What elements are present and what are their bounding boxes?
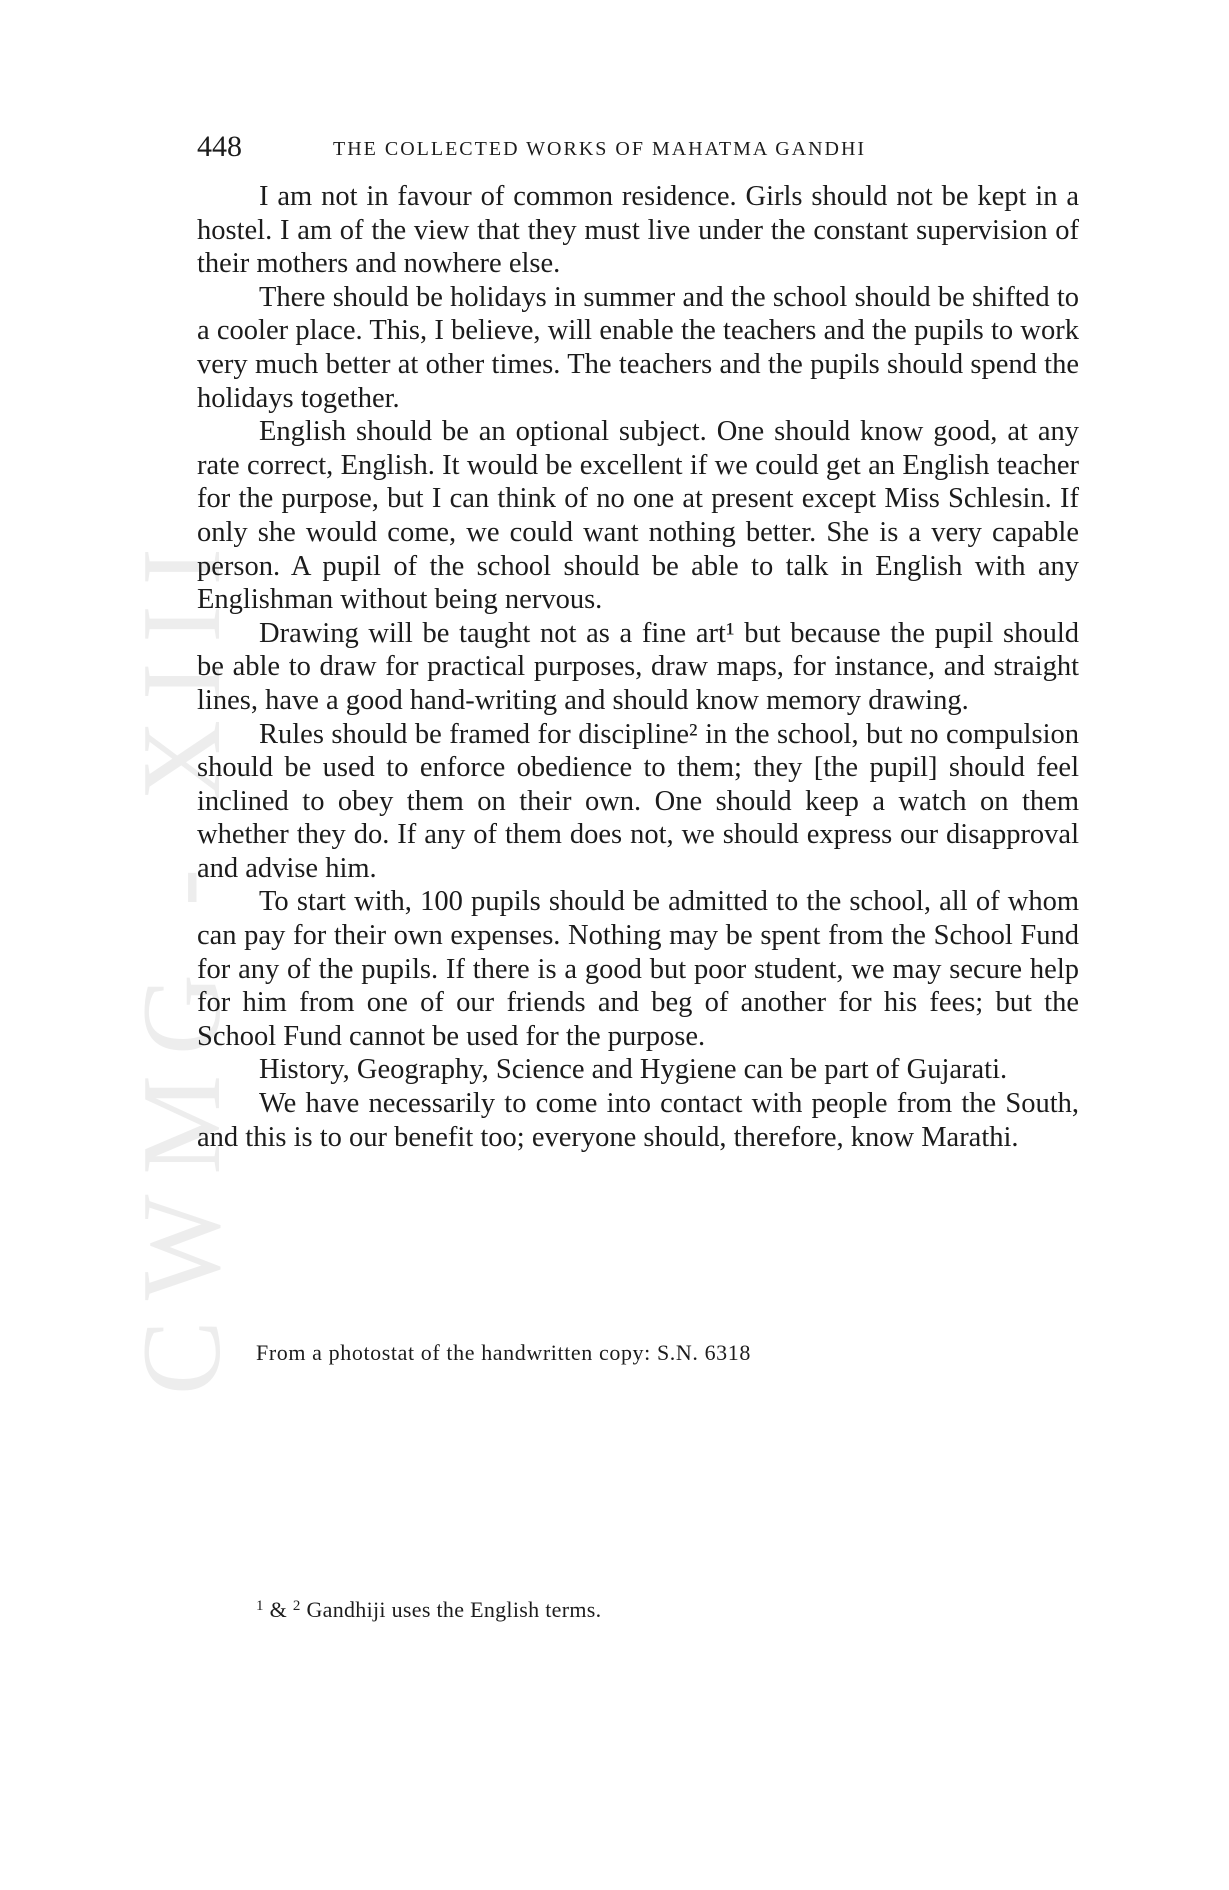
footnote <box>256 1597 601 1623</box>
body-text <box>197 180 1079 1154</box>
footnote-marker: 1 <box>256 1598 264 1614</box>
running-head: THE COLLECTED WORKS OF MAHATMA GANDHI <box>333 138 867 160</box>
footnote-connector: & <box>263 1597 293 1622</box>
paragraph: There should be holidays in summer and the school should be shifted to a cooler place. This, I believe, will enable the teachers and the pupils to work very much better at other times. The teachers and the pupils should spend the holidays together. <box>197 281 1079 414</box>
paragraph: I am not in favour of common residence. Girls should not be kept in a hostel. I am of the view that they must live under the constant supervision of their mothers and nowhere else. <box>197 181 1079 280</box>
footnote-marker: 2 <box>292 1598 301 1614</box>
page-header <box>197 128 1081 168</box>
paragraph: Drawing will be taught not as a fine art¹ but because the pupil should be able to draw for practical purposes, draw maps, for instance, and straight lines, have a good hand-writing and should know memory drawing. <box>197 617 1079 716</box>
watermark: CWMG - XIII <box>120 528 244 1395</box>
paragraph: We have necessarily to come into contact with people from the South, and this is to our benefit too; everyone should, therefore, know Marathi. <box>197 1088 1079 1153</box>
source-note: From a photostat of the handwritten copy: S.N. 6318 <box>256 1340 751 1365</box>
paragraph: History, Geography, Science and Hygiene can be part of Gujarati. <box>259 1054 1008 1086</box>
footnote-text: Gandhiji uses the English terms. <box>300 1597 602 1622</box>
paragraph: English should be an optional subject. One should know good, at any rate correct, English. It would be excellent if we could get an English teacher for the purpose, but I can think of no one at present except Miss Schlesin. If only she would come, we could want nothing better. She is a very capable person. A pupil of the school should be able to talk in English with any Englishman without being nervous. <box>197 416 1079 616</box>
page-number: 448 <box>197 130 242 163</box>
paragraph: To start with, 100 pupils should be admitted to the school, all of whom can pay for their own expenses. Nothing may be spent from the School Fund for any of the pupils. If there is a good but poor student, we may secure help for him from one of our friends and beg of another for his fees; but the School Fund cannot be used for the purpose. <box>197 886 1079 1052</box>
paragraph: Rules should be framed for discipline² in the school, but no compulsion should be used to enforce obedience to them; they [the pupil] should feel inclined to obey them on their own. One should keep a watch on them whether they do. If any of them does not, we should express our disapproval and advise him. <box>197 718 1079 884</box>
